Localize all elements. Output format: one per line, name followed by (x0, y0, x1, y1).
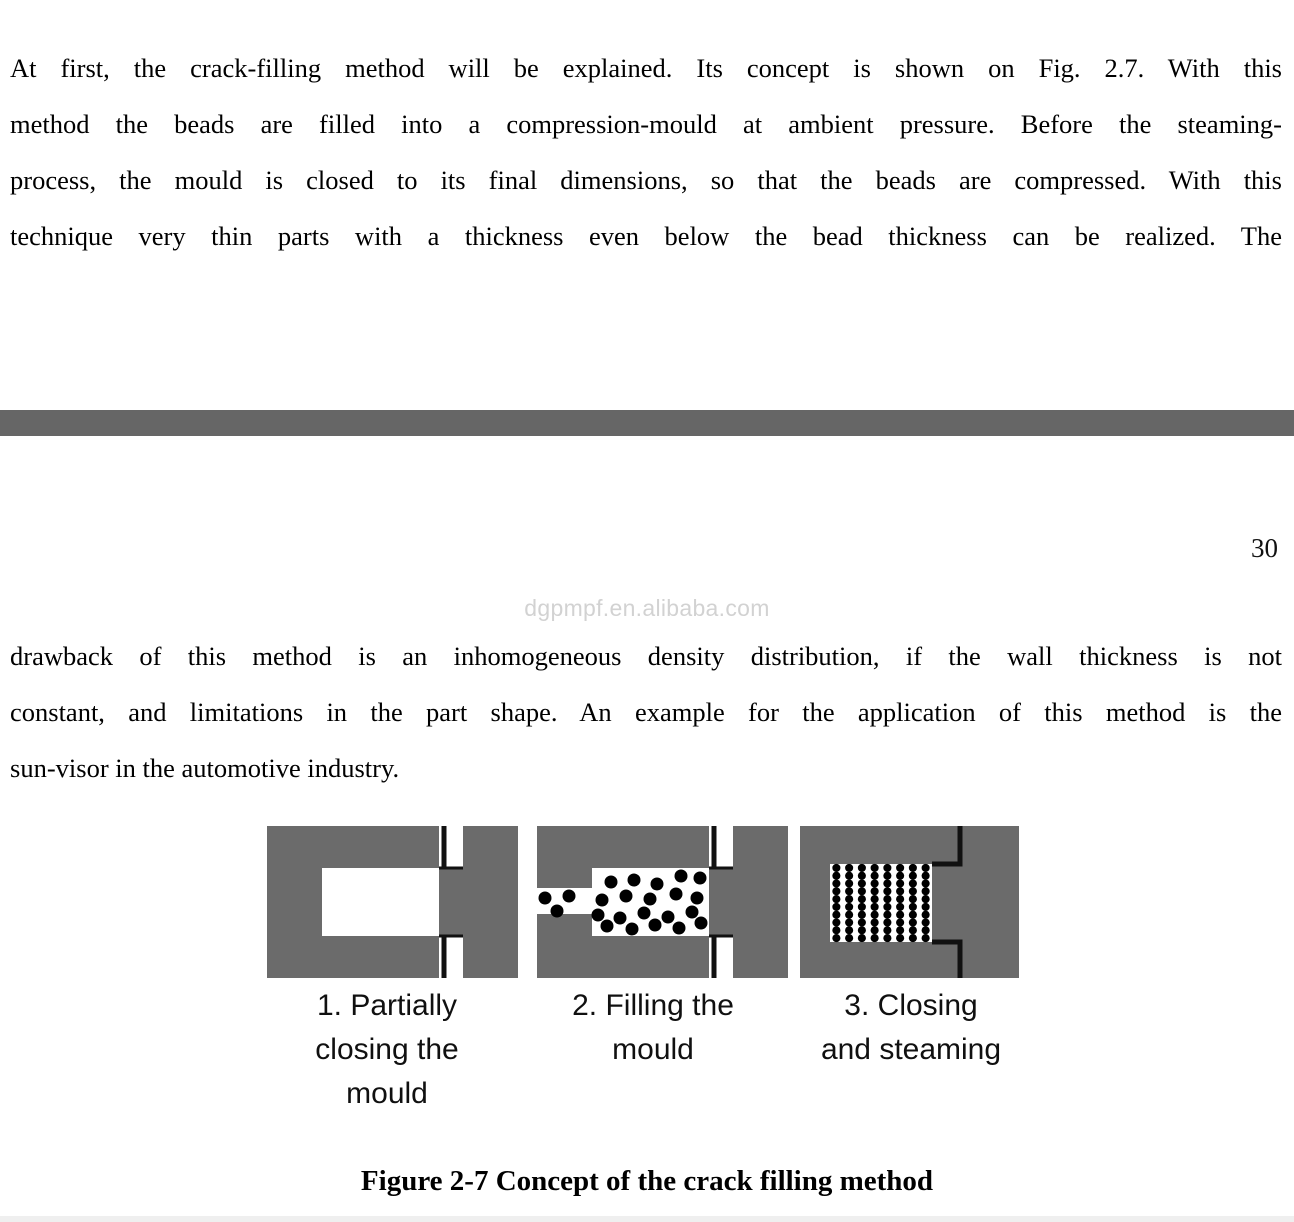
paragraph-top-line: At first, the crack-filling method will be explained. Its concept is shown on Fig. 2.7. With this (10, 53, 1282, 83)
mould-cavity-empty (322, 868, 439, 936)
step-caption-1: 1. Partially closing the mould (315, 989, 459, 1110)
paragraph-top-line: method the beads are filled into a compression-mould at ambient pressure. Before the steaming- (10, 109, 1282, 139)
paragraph-top (10, 40, 1282, 264)
paragraph-bottom-line: constant, and limitations in the part shape. An example for the application of this method is the (10, 697, 1282, 727)
step-caption-3: 3. Closing and steaming (820, 989, 1002, 1066)
figure-panel-partially-closing (267, 826, 518, 978)
step-caption-2: 2. Filling the mould (572, 989, 734, 1066)
figure-panel-row (0, 826, 1294, 978)
watermark-text: dgpmpf.en.alibaba.com (524, 595, 770, 621)
figure-panel-filling (537, 826, 788, 978)
male-mould-plug (439, 826, 518, 978)
paragraph-bottom-line: sun-visor in the automotive industry. (10, 753, 400, 783)
paragraph-top-line: technique very thin parts with a thickness even below the bead thickness can be realized. The (10, 221, 1282, 251)
figure-caption-row (0, 984, 1294, 1129)
mould-diagram-step-2 (537, 826, 788, 978)
page-separator-bar (0, 410, 1294, 436)
paragraph-top-line: process, the mould is closed to its final dimensions, so that the beads are compressed. With this (10, 165, 1282, 195)
paragraph-bottom-line: drawback of this method is an inhomogeneous density distribution, if the wall thickness is not (10, 641, 1282, 671)
male-mould-plug (709, 826, 788, 978)
figure-crack-filling-method (0, 826, 1294, 1129)
figure-panel-closing-steaming (800, 826, 1019, 978)
page-number: 30 (1251, 533, 1278, 563)
paragraph-bottom (10, 628, 1282, 796)
figure-title: Figure 2-7 Concept of the crack filling method (360, 1165, 934, 1197)
mould-diagram-step-1 (267, 826, 518, 978)
mould-diagram-step-3 (800, 826, 1019, 978)
page-bottom-edge (0, 1216, 1294, 1222)
